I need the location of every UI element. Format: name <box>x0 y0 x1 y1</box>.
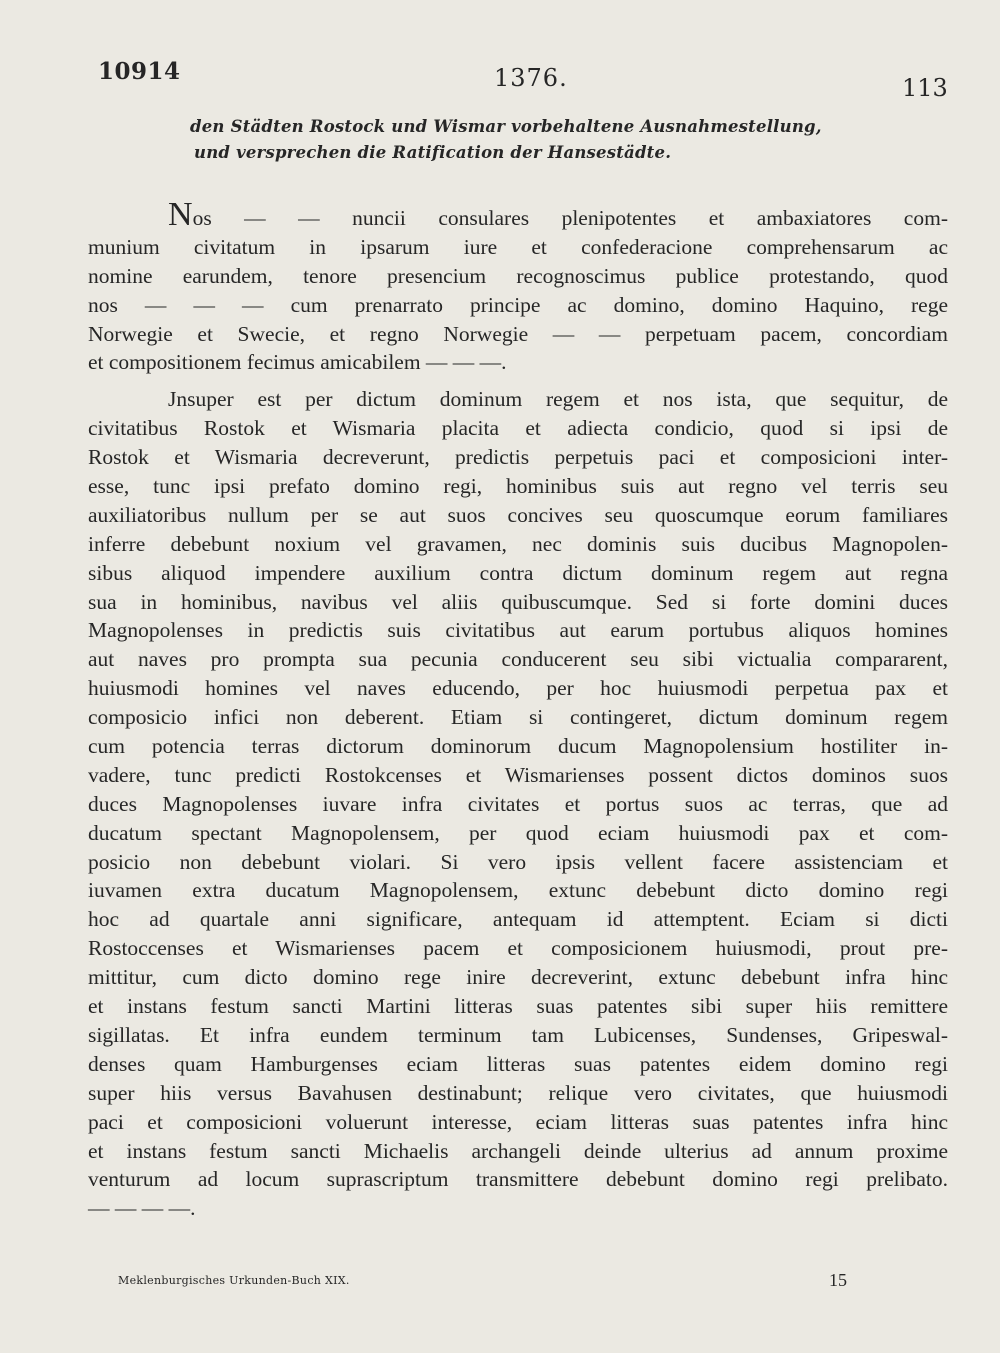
paragraph-line <box>88 196 948 233</box>
paragraph-line: et instans festum sancti Martini litteras suas patentes sibi super hiis remittere <box>88 994 948 1019</box>
paragraph-line: huiusmodi homines vel naves educendo, per hoc huiusmodi perpetua pax et <box>88 676 948 701</box>
caption-line: und versprechen die Ratification der Hansestädte. <box>194 143 672 162</box>
paragraph-line: Rostok et Wismaria decreverunt, predictis perpetuis paci et composicioni inter- <box>88 445 948 470</box>
paragraph-line: — — — —. <box>88 1196 196 1221</box>
footer-source: Meklenburgisches Urkunden-Buch XIX. <box>118 1274 350 1287</box>
body-text <box>88 196 948 1223</box>
summary-caption <box>190 114 960 166</box>
paragraph-line: Magnopolenses in predictis suis civitatibus aut earum portubus aliquos homines <box>88 618 948 643</box>
paragraph-line: sua in hominibus, navibus vel aliis quibuscumque. Sed si forte domini duces <box>88 589 948 614</box>
paragraph-line: munium civitatum in ipsarum iure et confederacione comprehensarum ac <box>88 234 948 259</box>
paragraph-line: inferre debebunt noxium vel gravamen, nec dominis suis ducibus Magnopolen- <box>88 531 948 556</box>
paragraph-line: mittitur, cum dicto domino rege inire decreverint, extunc debebunt infra hinc <box>88 965 948 990</box>
paragraph-line: Norwegie et Swecie, et regno Norwegie — — perpetuam pacem, concordiam <box>88 321 948 346</box>
paragraph-line: ducatum spectant Magnopolensem, per quod eciam huiusmodi pax et com- <box>88 820 948 845</box>
line-text: os — — nuncii consulares plenipotentes et ambaxiatores com- <box>192 206 948 230</box>
paragraph-line: sibus aliquod impendere auxilium contra dictum dominum regem aut regna <box>88 560 948 585</box>
paragraph-line: nos — — — cum prenarrato principe ac domino, domino Haquino, rege <box>88 292 948 317</box>
paragraph-line: nomine earundem, tenore presencium recognoscimus publice protestando, quod <box>88 263 948 288</box>
year-heading: 1376. <box>494 64 568 92</box>
paragraph-line: Rostoccenses et Wismarienses pacem et composicionem huiusmodi, prout pre- <box>88 936 948 961</box>
page-number: 113 <box>902 74 948 102</box>
paragraph-line: duces Magnopolenses iuvare infra civitates et portus suos ac terras, que ad <box>88 791 948 816</box>
paragraph-line: paci et composicioni voluerunt interesse, eciam litteras suas patentes infra hinc <box>88 1109 948 1134</box>
paragraph-line: cum potencia terras dictorum dominorum ducum Magnopolensium hostiliter in- <box>88 734 948 759</box>
paragraph-line: sigillatas. Et infra eundem terminum tam Lubicenses, Sundenses, Gripeswal- <box>88 1022 948 1047</box>
initial-letter: N <box>168 196 193 233</box>
paragraph-line: posicio non debebunt violari. Si vero ipsis vellent facere assistenciam et <box>88 849 948 874</box>
paragraph-line: et instans festum sancti Michaelis archangeli deinde ulterius ad annum proxime <box>88 1138 948 1163</box>
paragraph-line: Jnsuper est per dictum dominum regem et nos ista, que sequitur, de <box>168 387 948 412</box>
caption-line: den Städten Rostock und Wismar vorbehaltene Ausnahmestellung, <box>190 117 822 136</box>
paragraph-line: aut naves pro prompta sua pecunia conducerent seu sibi victualia compararent, <box>88 647 948 672</box>
document-number: 10914 <box>98 58 181 85</box>
paragraph-line: composicio infici non deberent. Etiam si contingeret, dictum dominum regem <box>88 705 948 730</box>
paragraph-line: auxiliatoribus nullum per se aut suos concives seu quoscumque eorum familiares <box>88 502 948 527</box>
paragraph-line: denses quam Hamburgenses eciam litteras suas patentes eidem domino regi <box>88 1051 948 1076</box>
paragraph-line: esse, tunc ipsi prefato domino regi, hominibus suis aut regno vel terris seu <box>88 474 948 499</box>
paragraph-line: hoc ad quartale anni significare, antequam id attemptent. Eciam si dicti <box>88 907 948 932</box>
paragraph-line: venturum ad locum suprascriptum transmittere debebunt domino regi prelibato. <box>88 1167 948 1192</box>
sheet-number: 15 <box>829 1270 847 1290</box>
paragraph-line: iuvamen extra ducatum Magnopolensem, extunc debebunt dicto domino regi <box>88 878 948 903</box>
paragraph-line: et compositionem fecimus amicabilem — — —. <box>88 350 507 375</box>
paragraph-line: vadere, tunc predicti Rostokcenses et Wismarienses possent dictos dominos suos <box>88 762 948 787</box>
paragraph-line: super hiis versus Bavahusen destinabunt; relique vero civitates, que huiusmodi <box>88 1080 948 1105</box>
paragraph-line: civitatibus Rostok et Wismaria placita et adiecta condicio, quod si ipsi de <box>88 416 948 441</box>
